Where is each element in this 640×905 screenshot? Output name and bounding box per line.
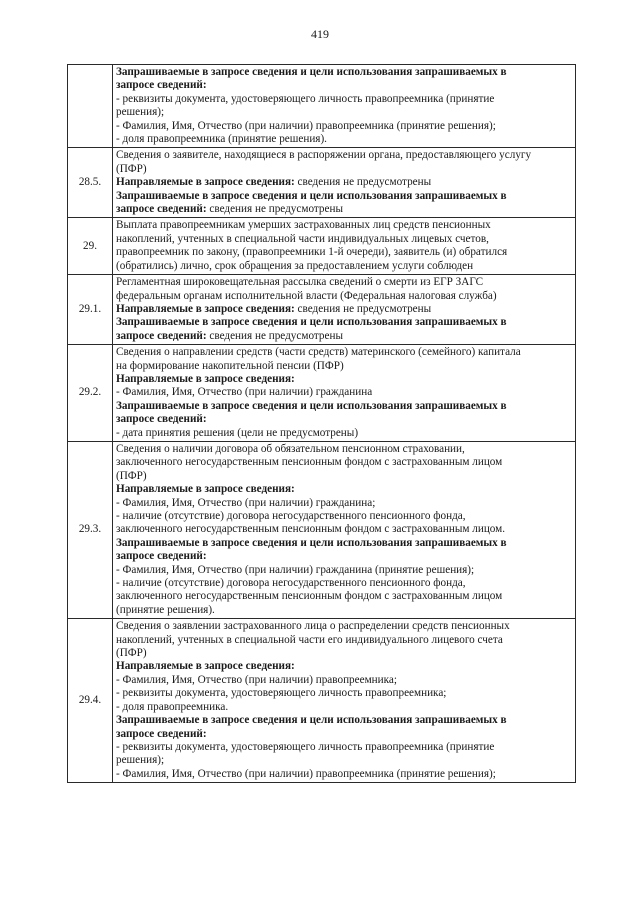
table-row (68, 619, 576, 783)
row-content (113, 345, 576, 442)
text-line (116, 443, 572, 456)
text-line (116, 413, 572, 426)
text-line (116, 768, 572, 781)
text-line (116, 754, 572, 767)
text: правопреемник по закону, (правопреемники 1-й очереди), заявитель (и) обратился (116, 246, 508, 259)
table-row (68, 148, 576, 218)
text-line (116, 176, 572, 189)
text-line (116, 400, 572, 413)
text-line (116, 427, 572, 440)
text-line (116, 577, 572, 590)
row-content (113, 441, 576, 618)
text-line (116, 510, 572, 523)
text-line (116, 660, 572, 673)
text: - доля правопреемника (принятие решения). (116, 133, 327, 146)
text-line (116, 290, 572, 303)
text-line (116, 133, 572, 146)
bold-text: запросе сведений: (116, 413, 207, 426)
text-line (116, 120, 572, 133)
text-line (116, 149, 572, 162)
text-line (116, 523, 572, 536)
bold-text: Направляемые в запросе сведения: (116, 372, 295, 385)
text-line (116, 741, 572, 754)
text: сведения не предусмотрены (294, 176, 432, 189)
text-line (116, 106, 572, 119)
text-line (116, 303, 572, 316)
bold-text: Запрашиваемые в запросе сведения и цели использования запрашиваемых в (116, 714, 507, 727)
text: решения); (116, 754, 165, 767)
text-line (116, 316, 572, 329)
text-line (116, 590, 572, 603)
text-line (116, 537, 572, 550)
text: - Фамилия, Имя, Отчество (при наличии) гражданина; (116, 496, 376, 509)
text-line (116, 330, 572, 343)
row-number: 29.4. (68, 619, 113, 783)
text-line (116, 564, 572, 577)
text: - Фамилия, Имя, Отчество (при наличии) правопреемника; (116, 673, 397, 686)
row-number: 29. (68, 218, 113, 275)
table-row (68, 218, 576, 275)
text: - Фамилия, Имя, Отчество (при наличии) правопреемника (принятие решения); (116, 767, 496, 780)
text: Сведения о наличии договора об обязательном пенсионном страховании, (116, 442, 465, 455)
document-table (67, 64, 576, 783)
text: - доля правопреемника. (116, 700, 229, 713)
bold-text: запросе сведений: (116, 79, 207, 92)
text-line (116, 674, 572, 687)
text-line (116, 203, 572, 216)
row-content (113, 218, 576, 275)
text-line (116, 346, 572, 359)
text: сведения не предусмотрены (294, 302, 432, 315)
text-line (116, 66, 572, 79)
text: сведения не предусмотрены (206, 203, 343, 216)
text-line (116, 246, 572, 259)
text-line (116, 701, 572, 714)
text: Регламентная широковещательная рассылка сведений о смерти из ЕГР ЗАГС (116, 276, 484, 289)
bold-text: запросе сведений: (116, 550, 207, 563)
bold-text: Направляемые в запросе сведения: (116, 302, 295, 315)
text: Сведения о направлении средств (части средств) материнского (семейного) капитала (116, 346, 521, 359)
text: накоплений, учтенных в специальной части индивидуальных лицевых счетов, (116, 232, 489, 245)
text-line (116, 260, 572, 273)
row-number (68, 65, 113, 148)
text: накоплений, учтенных в специальной части его индивидуального лицевого счета (116, 633, 503, 646)
text-line (116, 604, 572, 617)
text: (ПФР) (116, 647, 147, 660)
bold-text: Запрашиваемые в запросе сведения и цели использования запрашиваемых в (116, 66, 507, 78)
bold-text: запросе сведений: (116, 203, 207, 216)
bold-text: запросе сведений: (116, 727, 207, 740)
text-line (116, 373, 572, 386)
bold-text: Запрашиваемые в запросе сведения и цели использования запрашиваемых в (116, 316, 507, 329)
bold-text: Запрашиваемые в запросе сведения и цели использования запрашиваемых в (116, 399, 507, 412)
text: (обратились) лично, срок обращения за предоставлением услуги соблюден (116, 259, 474, 272)
text: - реквизиты документа, удостоверяющего личность правопреемника (принятие (116, 740, 495, 753)
row-content (113, 619, 576, 783)
bold-text: Направляемые в запросе сведения: (116, 176, 295, 189)
text: на формирование накопительной пенсии (ПФР) (116, 359, 344, 372)
text-line (116, 93, 572, 106)
text: решения); (116, 106, 165, 119)
text-line (116, 470, 572, 483)
bold-text: Направляемые в запросе сведения: (116, 660, 295, 673)
text-line (116, 550, 572, 563)
text-line (116, 79, 572, 92)
bold-text: запросе сведений: (116, 329, 207, 342)
row-content (113, 148, 576, 218)
text: Сведения о заявлении застрахованного лица о распределении средств пенсионных (116, 620, 510, 633)
page-number: 419 (311, 27, 329, 41)
bold-text: Запрашиваемые в запросе сведения и цели использования запрашиваемых в (116, 536, 507, 549)
row-number: 29.1. (68, 275, 113, 345)
text: Выплата правопреемникам умерших застрахованных лиц средств пенсионных (116, 219, 491, 232)
text-line (116, 714, 572, 727)
row-content (113, 275, 576, 345)
text-line (116, 728, 572, 741)
table-row (68, 441, 576, 618)
row-content (113, 65, 576, 148)
text: (ПФР) (116, 162, 147, 175)
text-line (116, 276, 572, 289)
text-line (116, 219, 572, 232)
text-line (116, 620, 572, 633)
text-line (116, 163, 572, 176)
text-line (116, 687, 572, 700)
text: - Фамилия, Имя, Отчество (при наличии) гражданина (116, 386, 373, 399)
text-line (116, 647, 572, 660)
text: федеральным органам исполнительной власти (Федеральная налоговая служба) (116, 289, 497, 302)
row-number: 29.3. (68, 441, 113, 618)
text-line (116, 483, 572, 496)
text: заключенного негосударственным пенсионным фондом с застрахованным лицом (116, 456, 503, 469)
table-row (68, 345, 576, 442)
text-line (116, 634, 572, 647)
text-line (116, 360, 572, 373)
text-line (116, 456, 572, 469)
text-line (116, 190, 572, 203)
text-line (116, 386, 572, 399)
table-row (68, 65, 576, 148)
text: - дата принятия решения (цели не предусмотрены) (116, 426, 359, 439)
text: (принятие решения). (116, 603, 215, 616)
bold-text: Запрашиваемые в запросе сведения и цели использования запрашиваемых в (116, 189, 507, 202)
table-row (68, 275, 576, 345)
text: - наличие (отсутствие) договора негосударственного пенсионного фонда, (116, 510, 466, 522)
text: заключенного негосударственным пенсионным фондом с застрахованным лицом (116, 590, 503, 603)
text: - наличие (отсутствие) договора негосударственного пенсионного фонда, (116, 577, 466, 590)
document-table-body (68, 65, 576, 783)
text: сведения не предусмотрены (206, 329, 343, 342)
text: - реквизиты документа, удостоверяющего личность правопреемника (принятие (116, 92, 495, 105)
row-number: 28.5. (68, 148, 113, 218)
text: - Фамилия, Имя, Отчество (при наличии) правопреемника (принятие решения); (116, 119, 496, 132)
text: (ПФР) (116, 469, 147, 482)
row-number: 29.2. (68, 345, 113, 442)
text: - Фамилия, Имя, Отчество (при наличии) гражданина (принятие решения); (116, 563, 475, 576)
text: Сведения о заявителе, находящиеся в распоряжении органа, предоставляющего услугу (116, 149, 532, 162)
text-line (116, 497, 572, 510)
text: заключенного негосударственным пенсионным фондом с застрахованным лицом. (116, 523, 506, 536)
text-line (116, 233, 572, 246)
bold-text: Направляемые в запросе сведения: (116, 483, 295, 496)
text: - реквизиты документа, удостоверяющего личность правопреемника; (116, 687, 447, 700)
